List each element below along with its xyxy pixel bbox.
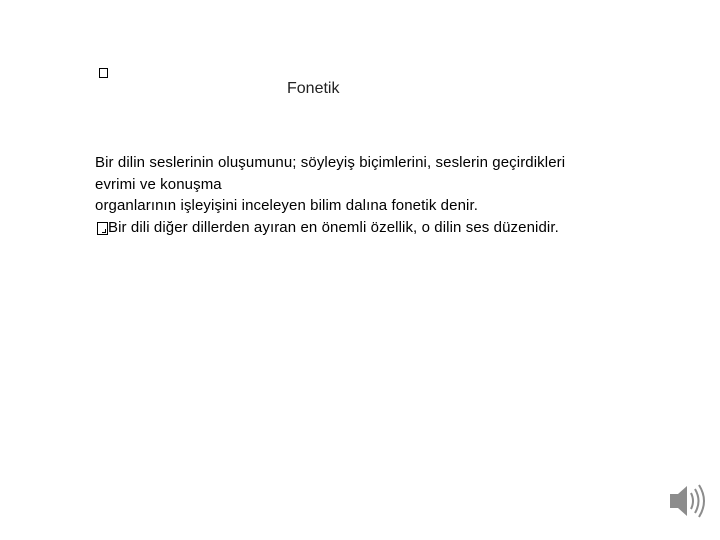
slide-body <box>95 152 655 238</box>
missing-glyph-box-icon <box>99 68 108 78</box>
body-line-4 <box>95 217 655 239</box>
slide-title: Fonetik <box>287 80 340 97</box>
body-line-1: Bir dilin seslerinin oluşumunu; söyleyiş biçimlerini, seslerin geçirdikleri <box>95 154 566 171</box>
body-line-2: evrimi ve konuşma <box>95 175 222 193</box>
body-line-3: organlarının işleyişini inceleyen bilim dalına fonetik denir. <box>95 197 478 214</box>
speaker-icon[interactable] <box>662 476 712 526</box>
body-line-4-text: Bir dili diğer dillerden ayıran en önemli özellik, o dilin ses düzenidir. <box>108 218 559 236</box>
missing-glyph-box-icon <box>97 222 108 235</box>
